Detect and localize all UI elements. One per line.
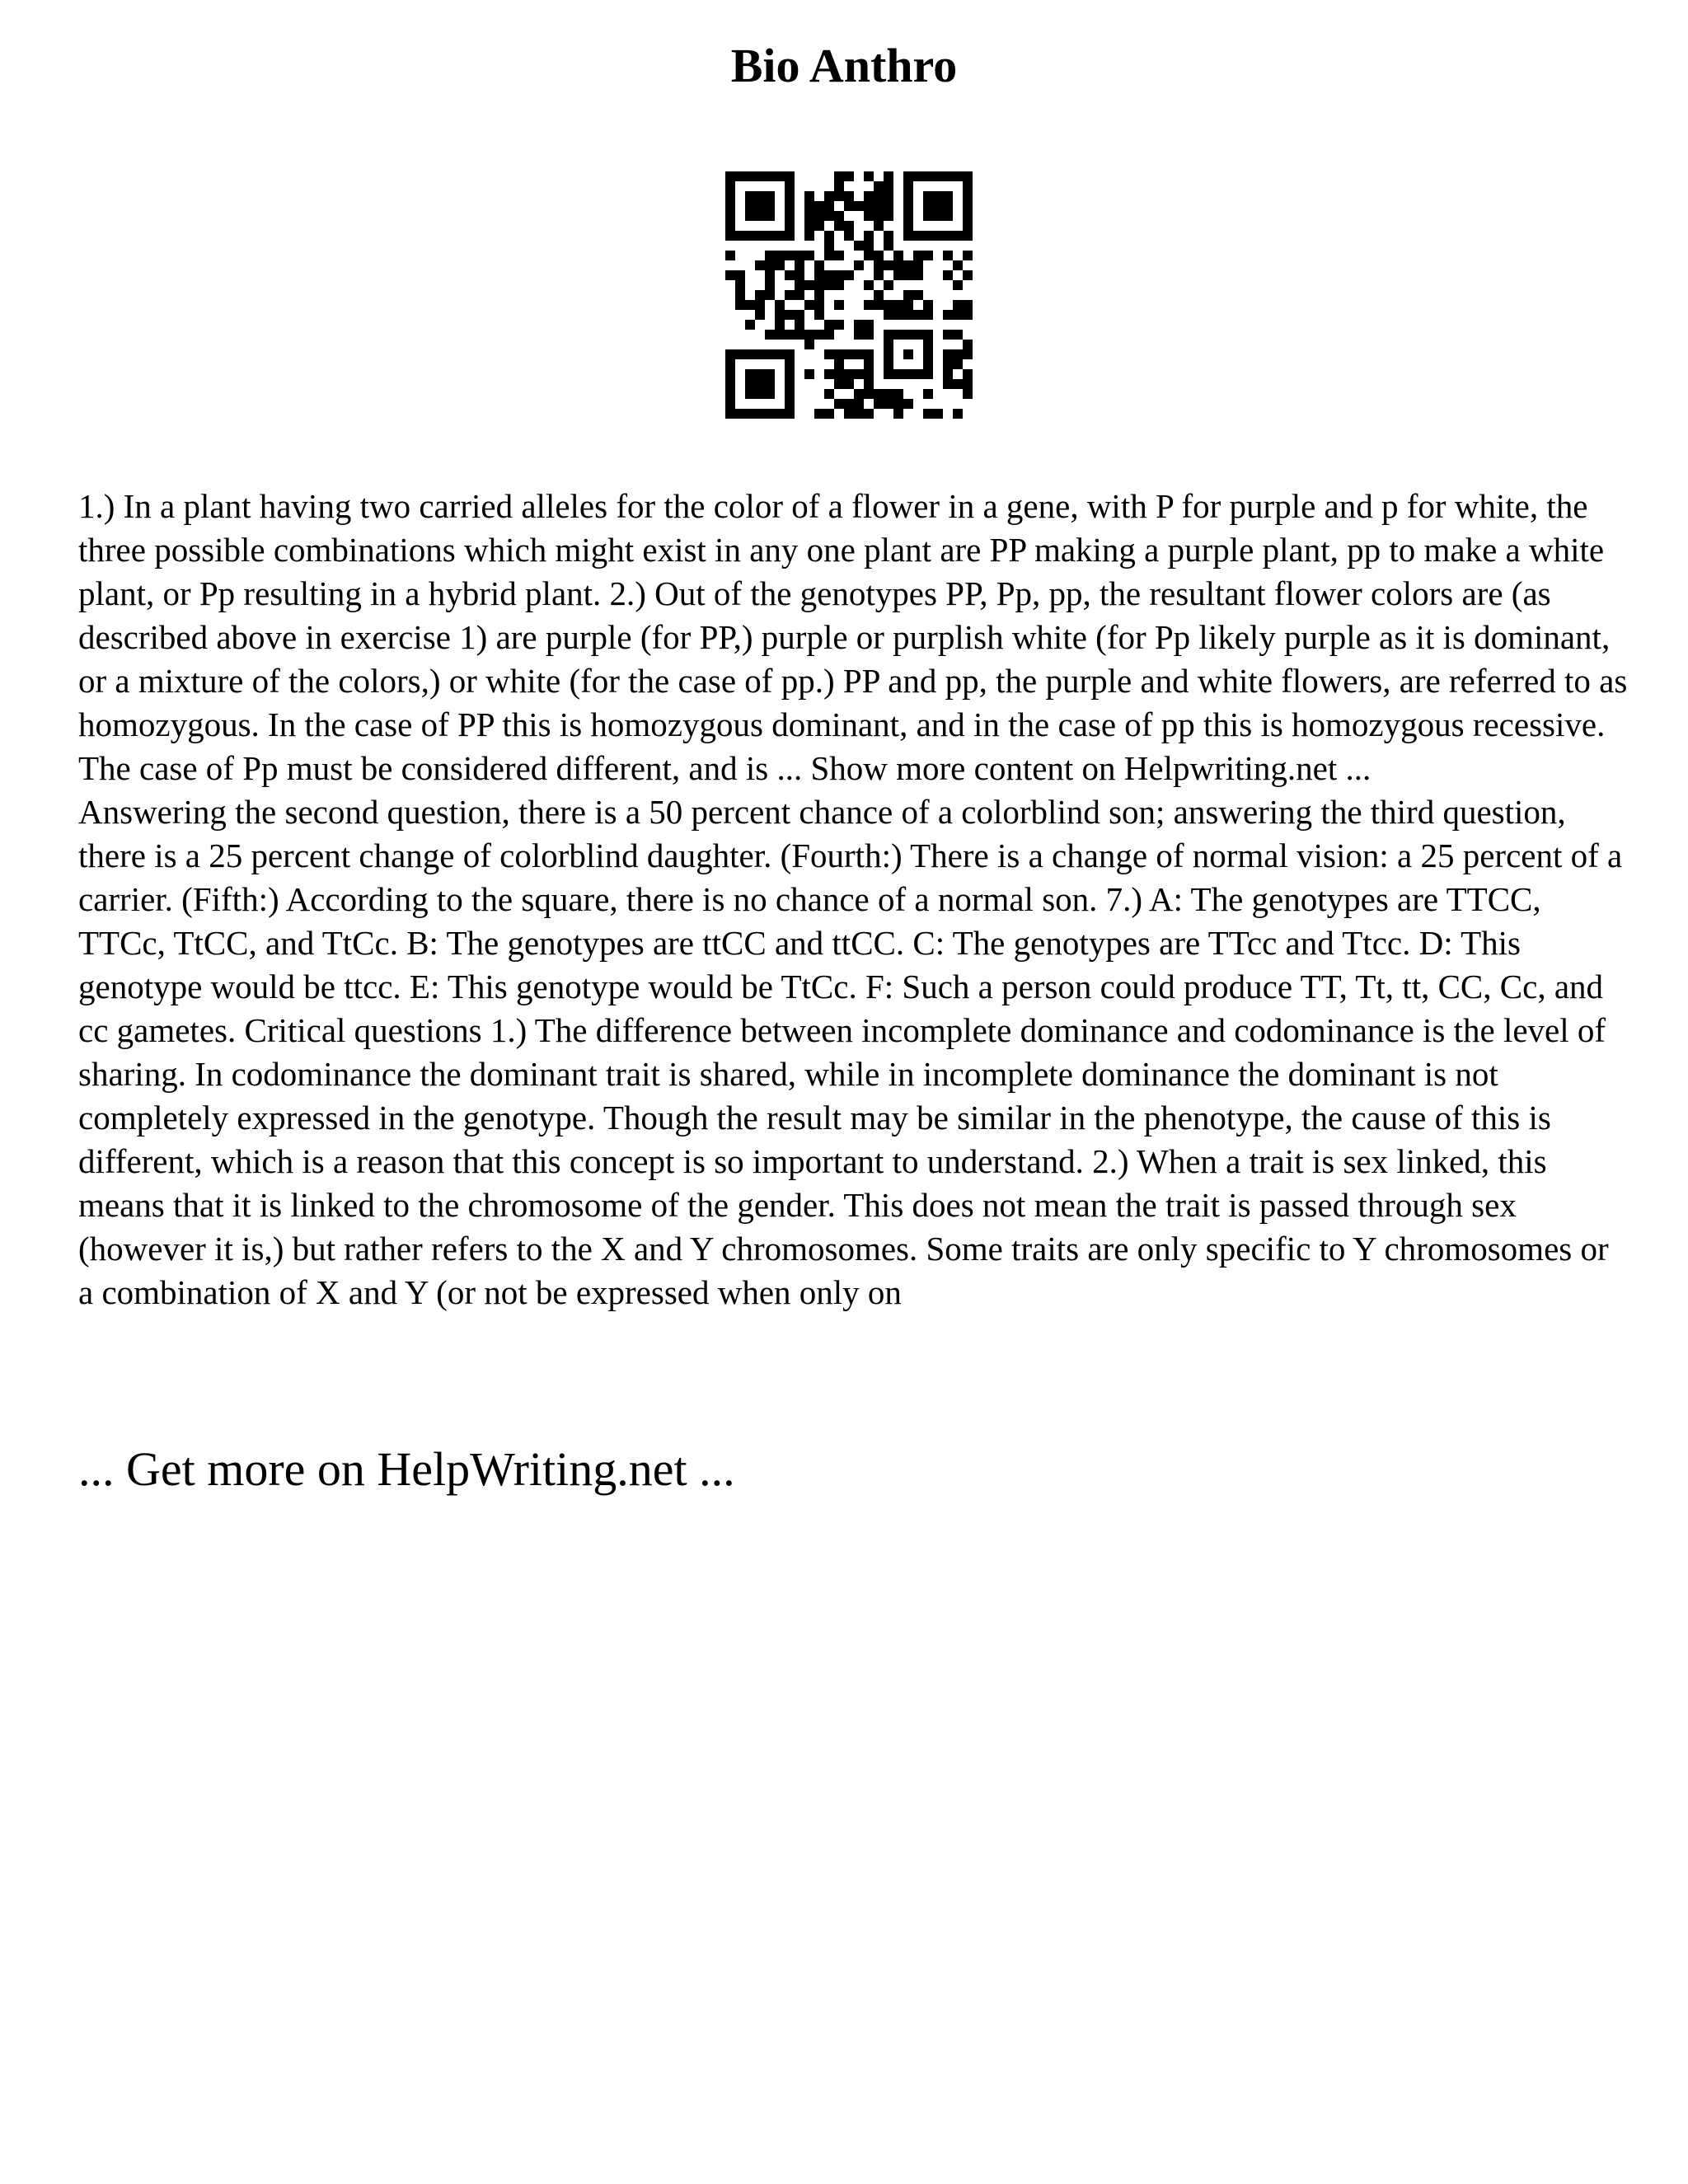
get-more-link[interactable]: ... Get more on HelpWriting.net ... <box>78 1442 735 1496</box>
qr-code-icon[interactable] <box>725 171 973 419</box>
document-title: Bio Anthro <box>730 39 958 92</box>
paragraph-1: 1.) In a plant having two carried alleles for the color of a flower in a gene, with P for purple and p for white, the three possible combinations which might exist in any one plant are PP making a purple plant, pp to make a white plant, or Pp resulting in a hybrid plant. 2.) Out of the genotypes PP, Pp, pp, the resultant flower colors are (as described above in exercise 1) are purple (for PP,) purple or purplish white (for Pp likely purple as it is dominant, or a mixture of the colors,) or white (for the case of pp.) PP and pp, the purple and white flowers, are referred to as homozygous. In the case of PP this is homozygous dominant, and in the case of pp this is homozygous recessive. The case of Pp must be considered different, and is ... Show more content on Helpwriting.net ... <box>78 487 1628 787</box>
paragraph-2: Answering the second question, there is a 50 percent chance of a colorblind son; answering the third question, there is a 25 percent change of colorblind daughter. (Fourth:) There is a change of normal vision: a 25 percent of a carrier. (Fifth:) According to the square, there is no chance of a normal son. 7.) A: The genotypes are TTCC, TTCc, TtCC, and TtCc. B: The genotypes are ttCC and ttCC. C: The genotypes are TTcc and Ttcc. D: This genotype would be ttcc. E: This genotype would be TtCc. F: Such a person could produce TT, Tt, tt, CC, Cc, and cc gametes. Critical questions 1.) The difference between incomplete dominance and codominance is the level of sharing. In codominance the dominant trait is shared, while in incomplete dominance the dominant is not completely expressed in the genotype. Though the result may be similar in the phenotype, the cause of this is different, which is a reason that this concept is so important to understand. 2.) When a trait is sex linked, this means that it is linked to the chromosome of the gender. This does not mean the trait is passed through sex (however it is,) but rather refers to the X and Y chromosomes. Some traits are only specific to Y chromosomes or a combination of X and Y (or not be expressed when only on <box>78 793 1623 1311</box>
document-body <box>78 485 1628 1315</box>
